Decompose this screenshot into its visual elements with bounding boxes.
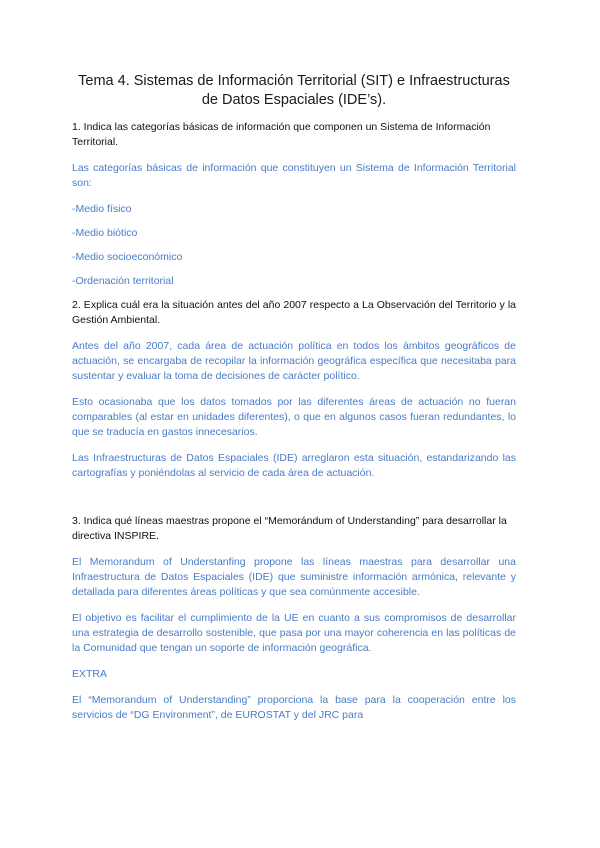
- section-spacer: [72, 492, 516, 514]
- answer-1-item: -Ordenación territorial: [72, 275, 174, 287]
- answer-1-item: -Medio biótico: [72, 227, 138, 239]
- question-3: 3. Indica qué líneas maestras propone el “Memorándum of Understanding” para desarrollar la directiva INSPIRE.: [72, 515, 507, 542]
- answer-1-intro: Las categorías básicas de información que constituyen un Sistema de Información Territorial son:: [72, 162, 516, 189]
- answer-3-paragraph: El objetivo es facilitar el cumplimiento de la UE en cuanto a sus compromisos de desarrollar una estrategia de desarrollo sostenible, que pasa por una mayor coherencia en las políticas de la Comunidad que tengan un soporte de información geográfica.: [72, 612, 516, 654]
- question-2: 2. Explica cuál era la situación antes del año 2007 respecto a La Observación del Territorio y la Gestión Ambiental.: [72, 299, 516, 326]
- extra-paragraph: El “Memorandum of Understanding” proporciona la base para la cooperación entre los servicios de “DG Environment”, de EUROSTAT y del JRC para: [72, 694, 516, 721]
- answer-3-paragraph: El Memorandum of Understanfing propone las líneas maestras para desarrollar una Infraestructura de Datos Espaciales (IDE) que suministre información armónica, relevante y detallada para diferentes áreas políticas y que sea comúnmente accesible.: [72, 556, 516, 598]
- answer-1-item: -Medio socioeconómico: [72, 251, 183, 263]
- answer-2-paragraph: Las Infraestructuras de Datos Espaciales (IDE) arreglaron esta situación, estandarizando las cartografías y poniéndolas al servicio de cada área de actuación.: [72, 452, 516, 479]
- answer-2-paragraph: Antes del año 2007, cada área de actuación política en todos los ámbitos geográficos de actuación, se encargaba de recopilar la información geográfica específica que necesitaba para sustentar y evaluar la toma de decisiones de carácter político.: [72, 340, 516, 382]
- document-page: [72, 72, 516, 734]
- extra-label: EXTRA: [72, 668, 108, 680]
- question-1: 1. Indica las categorías básicas de información que componen un Sistema de Información Territorial.: [72, 121, 491, 148]
- answer-1-item: -Medio físico: [72, 203, 132, 215]
- document-title: Tema 4. Sistemas de Información Territorial (SIT) e Infraestructuras de Datos Espaciales (IDE’s).: [78, 73, 510, 108]
- answer-2-paragraph: Esto ocasionaba que los datos tomados por las diferentes áreas de actuación no fueran comparables (al estar en unidades diferentes), o que en algunos casos fueran redundantes, lo que se traducía en gastos innecesarios.: [72, 396, 516, 438]
